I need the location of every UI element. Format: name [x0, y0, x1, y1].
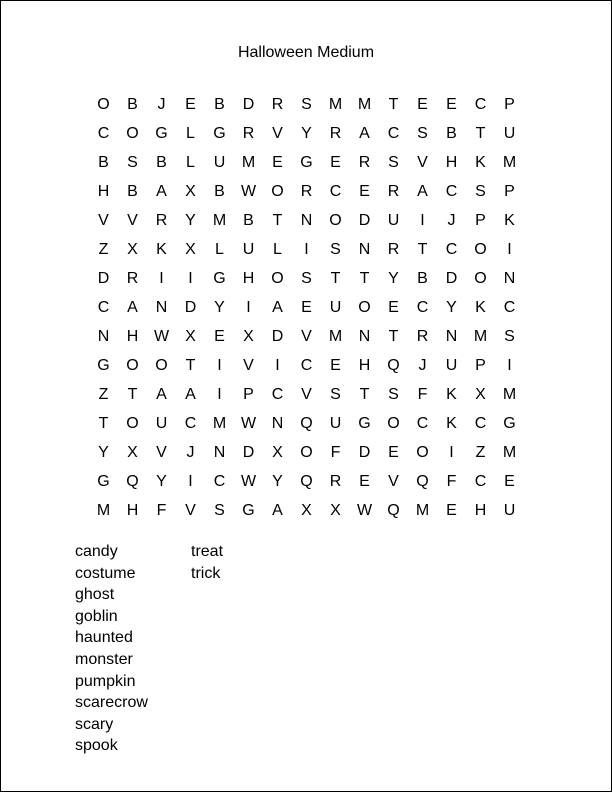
grid-letter: O	[358, 298, 371, 316]
grid-letter: C	[184, 414, 197, 432]
grid-letter: C	[445, 182, 458, 200]
grid-letter: U	[155, 414, 168, 432]
grid-letter: A	[359, 124, 370, 142]
grid-letter: T	[417, 240, 428, 258]
grid-letter: U	[242, 240, 255, 258]
grid-letter: V	[272, 124, 283, 142]
grid-letter: R	[126, 269, 139, 287]
grid-letter: A	[272, 501, 283, 519]
grid-letter: R	[242, 124, 255, 142]
grid-letter: X	[301, 501, 312, 519]
grid-letter: H	[474, 501, 487, 519]
grid-letter: X	[127, 240, 138, 258]
grid-letter: H	[126, 501, 139, 519]
grid-letter: K	[446, 385, 457, 403]
grid-letter: E	[359, 182, 370, 200]
grid-letter: Z	[475, 443, 486, 461]
grid-letter: U	[387, 211, 400, 229]
grid-letter: D	[271, 327, 284, 345]
grid-letter: V	[388, 472, 399, 490]
grid-letter: X	[475, 385, 486, 403]
grid-letter: S	[475, 182, 486, 200]
grid-letter: V	[185, 501, 196, 519]
grid-letter: N	[155, 298, 168, 316]
grid-letter: P	[475, 356, 486, 374]
word-list-item: scary	[75, 715, 114, 733]
grid-letter: G	[155, 124, 168, 142]
word-list-item: haunted	[75, 629, 133, 647]
grid-letter: V	[301, 385, 312, 403]
grid-letter: W	[240, 414, 257, 432]
grid-letter: L	[215, 240, 224, 258]
grid-letter: C	[329, 182, 342, 200]
grid-letter: E	[504, 472, 515, 490]
grid-letter: O	[329, 211, 342, 229]
grid-letter: R	[271, 95, 284, 113]
grid-letter: D	[358, 443, 371, 461]
grid-letter: R	[358, 153, 371, 171]
grid-letter: Y	[446, 298, 457, 316]
grid-letter: S	[388, 153, 399, 171]
grid-letter: C	[387, 124, 400, 142]
grid-letter: Y	[156, 472, 167, 490]
grid-letter: E	[446, 95, 457, 113]
grid-letter: R	[416, 327, 429, 345]
grid-letter: A	[156, 385, 167, 403]
grid-letter: M	[357, 95, 372, 113]
grid-letter: B	[243, 211, 254, 229]
grid-letter: S	[388, 385, 399, 403]
grid-letter: J	[157, 95, 166, 113]
grid-letter: C	[213, 472, 226, 490]
grid-letter: O	[271, 182, 284, 200]
grid-letter: W	[153, 327, 170, 345]
grid-letter: F	[330, 443, 341, 461]
grid-letter: L	[273, 240, 282, 258]
grid-letter: D	[445, 269, 458, 287]
grid-letter: N	[300, 211, 313, 229]
grid-letter: E	[214, 327, 225, 345]
grid-letter: I	[217, 356, 222, 374]
word-list-item: pumpkin	[75, 672, 136, 690]
grid-letter: I	[275, 356, 280, 374]
grid-letter: K	[475, 298, 486, 316]
grid-letter: Z	[98, 240, 109, 258]
grid-letter: E	[417, 95, 428, 113]
grid-letter: O	[155, 356, 168, 374]
grid-letter: X	[127, 443, 138, 461]
grid-letter: O	[387, 414, 400, 432]
grid-letter: X	[330, 501, 341, 519]
grid-letter: W	[240, 182, 257, 200]
grid-letter: V	[301, 327, 312, 345]
grid-letter: H	[97, 182, 110, 200]
grid-letter: N	[97, 327, 110, 345]
grid-letter: T	[98, 414, 109, 432]
grid-letter: B	[214, 95, 225, 113]
word-list	[75, 541, 307, 757]
grid-letter: O	[126, 356, 139, 374]
grid-letter: M	[502, 385, 517, 403]
grid-letter: T	[388, 95, 399, 113]
grid-letter: M	[96, 501, 111, 519]
grid-letter: O	[474, 269, 487, 287]
grid-letter: U	[503, 501, 516, 519]
grid-letter: U	[213, 153, 226, 171]
grid-letter: Y	[272, 472, 283, 490]
grid-letter: M	[328, 95, 343, 113]
grid-letter: X	[272, 443, 283, 461]
grid-letter: R	[155, 211, 168, 229]
grid-letter: X	[185, 182, 196, 200]
grid-letter: G	[242, 501, 255, 519]
grid-letter: X	[185, 327, 196, 345]
grid-letter: M	[415, 501, 430, 519]
grid-letter: H	[358, 356, 371, 374]
grid-letter: K	[475, 153, 486, 171]
grid-letter: T	[475, 124, 486, 142]
grid-letter: M	[212, 211, 227, 229]
grid-letter: D	[242, 443, 255, 461]
grid-letter: A	[127, 298, 138, 316]
grid-letter: O	[416, 443, 429, 461]
grid-letter: P	[504, 95, 515, 113]
grid-letter: I	[159, 269, 164, 287]
grid-letter: P	[504, 182, 515, 200]
grid-letter: E	[301, 298, 312, 316]
grid-letter: S	[330, 240, 341, 258]
grid-letter: N	[503, 269, 516, 287]
grid-letter: I	[217, 385, 222, 403]
grid-letter: Y	[185, 211, 196, 229]
grid-letter: K	[504, 211, 515, 229]
grid-letter: S	[301, 269, 312, 287]
grid-letter: U	[329, 298, 342, 316]
grid-letter: S	[214, 501, 225, 519]
grid-letter: Y	[388, 269, 399, 287]
grid-letter: A	[185, 385, 196, 403]
grid-letter: C	[445, 240, 458, 258]
grid-letter: T	[359, 269, 370, 287]
grid-letter: M	[212, 414, 227, 432]
grid-letter: R	[300, 182, 313, 200]
letter-grid	[89, 90, 524, 525]
grid-letter: A	[272, 298, 283, 316]
grid-letter: U	[329, 414, 342, 432]
grid-letter: G	[213, 269, 226, 287]
grid-letter: I	[304, 240, 309, 258]
grid-letter: R	[329, 124, 342, 142]
grid-letter: Q	[300, 414, 313, 432]
grid-letter: T	[272, 211, 283, 229]
grid-letter: R	[387, 240, 400, 258]
grid-letter: O	[97, 95, 110, 113]
grid-letter: X	[185, 240, 196, 258]
grid-letter: B	[446, 124, 457, 142]
grid-letter: M	[502, 443, 517, 461]
grid-letter: V	[98, 211, 109, 229]
grid-letter: E	[272, 153, 283, 171]
grid-letter: D	[184, 298, 197, 316]
grid-letter: C	[474, 414, 487, 432]
grid-letter: T	[185, 356, 196, 374]
grid-letter: X	[243, 327, 254, 345]
grid-letter: B	[127, 95, 138, 113]
grid-letter: Z	[98, 385, 109, 403]
word-list-item: spook	[75, 737, 118, 755]
grid-letter: E	[446, 501, 457, 519]
grid-letter: G	[97, 472, 110, 490]
grid-letter: V	[156, 443, 167, 461]
grid-letter: C	[97, 298, 110, 316]
grid-letter: O	[126, 414, 139, 432]
grid-letter: A	[417, 182, 428, 200]
grid-letter: T	[388, 327, 399, 345]
grid-letter: B	[214, 182, 225, 200]
grid-letter: M	[502, 153, 517, 171]
grid-letter: I	[188, 269, 193, 287]
grid-letter: K	[446, 414, 457, 432]
grid-letter: J	[447, 211, 456, 229]
grid-letter: B	[127, 182, 138, 200]
grid-letter: G	[300, 153, 313, 171]
grid-letter: B	[98, 153, 109, 171]
grid-letter: I	[188, 472, 193, 490]
grid-letter: E	[388, 298, 399, 316]
grid-letter: S	[504, 327, 515, 345]
grid-letter: C	[416, 298, 429, 316]
grid-letter: J	[418, 356, 427, 374]
grid-letter: N	[358, 327, 371, 345]
grid-letter: M	[241, 153, 256, 171]
grid-letter: I	[449, 443, 454, 461]
grid-letter: Q	[387, 501, 400, 519]
grid-letter: U	[503, 124, 516, 142]
grid-letter: R	[387, 182, 400, 200]
grid-letter: C	[300, 356, 313, 374]
grid-letter: E	[330, 356, 341, 374]
grid-letter: F	[156, 501, 167, 519]
grid-letter: Q	[416, 472, 429, 490]
grid-letter: K	[156, 240, 167, 258]
grid-letter: T	[359, 385, 370, 403]
grid-letter: M	[473, 327, 488, 345]
grid-letter: V	[417, 153, 428, 171]
word-list-item: treat	[191, 543, 224, 560]
grid-letter: R	[329, 472, 342, 490]
grid-letter: I	[246, 298, 251, 316]
grid-letter: F	[446, 472, 457, 490]
word-list-item: scarecrow	[75, 694, 148, 712]
grid-letter: H	[242, 269, 255, 287]
grid-letter: V	[127, 211, 138, 229]
puzzle-title: Halloween Medium	[237, 44, 375, 61]
grid-letter: S	[127, 153, 138, 171]
grid-letter: C	[474, 472, 487, 490]
word-list-item: trick	[191, 564, 221, 582]
grid-letter: U	[445, 356, 458, 374]
grid-letter: H	[126, 327, 139, 345]
grid-letter: S	[417, 124, 428, 142]
word-list-item: ghost	[75, 586, 115, 604]
grid-letter: E	[359, 472, 370, 490]
grid-letter: E	[185, 95, 196, 113]
grid-letter: N	[445, 327, 458, 345]
grid-letter: V	[243, 356, 254, 374]
grid-letter: O	[474, 240, 487, 258]
grid-letter: P	[475, 211, 486, 229]
grid-letter: Y	[98, 443, 109, 461]
word-list-item: candy	[75, 543, 118, 560]
grid-letter: B	[156, 153, 167, 171]
grid-letter: I	[507, 240, 512, 258]
grid-letter: E	[330, 153, 341, 171]
grid-letter: C	[271, 385, 284, 403]
grid-letter: S	[301, 95, 312, 113]
grid-letter: Q	[126, 472, 139, 490]
grid-letter: C	[474, 95, 487, 113]
grid-letter: P	[243, 385, 254, 403]
grid-letter: N	[271, 414, 284, 432]
grid-letter: G	[358, 414, 371, 432]
grid-letter: G	[503, 414, 516, 432]
grid-letter: G	[97, 356, 110, 374]
grid-letter: Q	[300, 472, 313, 490]
grid-letter: E	[388, 443, 399, 461]
grid-letter: D	[358, 211, 371, 229]
grid-letter: M	[328, 327, 343, 345]
grid-letter: T	[127, 385, 138, 403]
word-list-item: goblin	[75, 607, 118, 625]
grid-letter: O	[271, 269, 284, 287]
grid-letter: Q	[387, 356, 400, 374]
grid-letter: H	[445, 153, 458, 171]
grid-letter: N	[358, 240, 371, 258]
grid-letter: C	[503, 298, 516, 316]
grid-letter: Y	[214, 298, 225, 316]
grid-letter: L	[186, 124, 195, 142]
grid-letter: C	[97, 124, 110, 142]
grid-letter: N	[213, 443, 226, 461]
word-list-item: monster	[75, 650, 133, 668]
grid-letter: D	[242, 95, 255, 113]
word-list-item: costume	[75, 564, 136, 582]
grid-letter: B	[417, 269, 428, 287]
grid-letter: Y	[301, 124, 312, 142]
grid-letter: G	[213, 124, 226, 142]
grid-letter: W	[356, 501, 373, 519]
grid-letter: F	[417, 385, 428, 403]
grid-letter: C	[416, 414, 429, 432]
grid-letter: I	[420, 211, 425, 229]
grid-letter: L	[186, 153, 195, 171]
grid-letter: W	[240, 472, 257, 490]
grid-letter: O	[126, 124, 139, 142]
grid-letter: I	[507, 356, 512, 374]
grid-letter: O	[300, 443, 313, 461]
grid-letter: D	[97, 269, 110, 287]
grid-letter: S	[330, 385, 341, 403]
grid-letter: A	[156, 182, 167, 200]
grid-letter: T	[330, 269, 341, 287]
grid-letter: J	[186, 443, 195, 461]
